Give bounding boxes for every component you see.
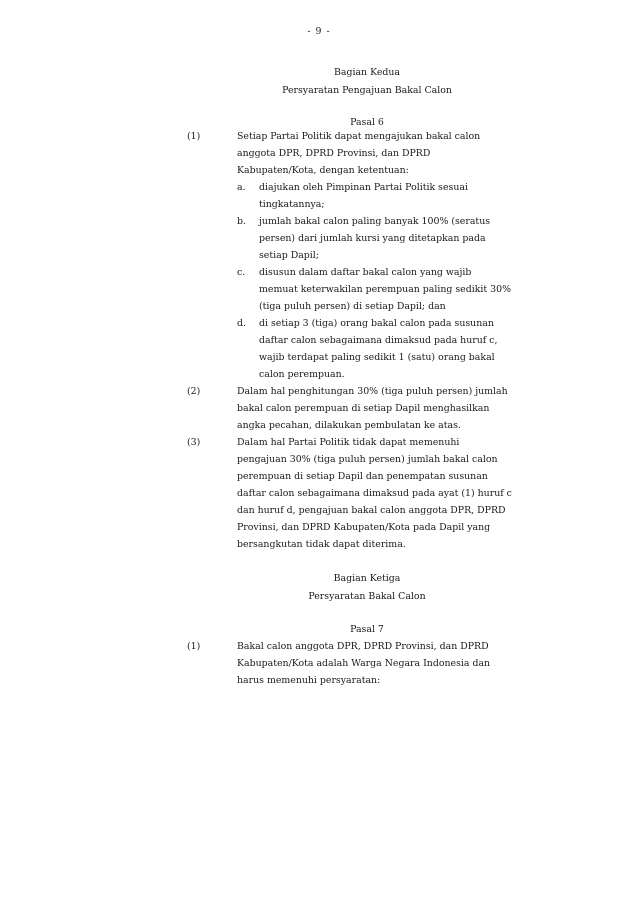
paragraph-line: angka pecahan, dilakukan pembulatan ke atas. (237, 420, 461, 431)
page-number: - 9 - (307, 26, 331, 37)
section-subtitle: Persyaratan Pengajuan Bakal Calon (282, 85, 452, 96)
paragraph-line: Setiap Partai Politik dapat mengajukan bakal calon (237, 131, 481, 142)
item-line: disusun dalam daftar bakal calon yang wajib (259, 267, 472, 278)
article-heading: Pasal 6 (350, 117, 384, 128)
item-line: jumlah bakal calon paling banyak 100% (seratus (259, 216, 491, 227)
paragraph-line: Kabupaten/Kota, dengan ketentuan: (237, 165, 409, 176)
item-line: diajukan oleh Pimpinan Partai Politik sesuai (259, 182, 468, 193)
paragraph-line: perempuan di setiap Dapil dan penempatan susunan (237, 471, 488, 482)
article-heading: Pasal 7 (350, 624, 384, 635)
paragraph-marker: (1) (187, 641, 201, 652)
item-line: wajib terdapat paling sedikit 1 (satu) orang bakal (259, 352, 495, 363)
item-line: memuat keterwakilan perempuan paling sedikit 30% (259, 284, 511, 295)
paragraph-line: Dalam hal penghitungan 30% (tiga puluh persen) jumlah (237, 386, 508, 397)
paragraph-line: harus memenuhi persyaratan: (237, 675, 381, 686)
paragraph-marker: (1) (187, 131, 201, 142)
paragraph-line: daftar calon sebagaimana dimaksud pada ayat (1) huruf c (237, 488, 512, 499)
item-line: daftar calon sebagaimana dimaksud pada huruf c, (259, 335, 498, 346)
item-line: setiap Dapil; (259, 250, 319, 261)
item-marker: a. (237, 182, 246, 193)
paragraph-line: Provinsi, dan DPRD Kabupaten/Kota pada Dapil yang (237, 522, 491, 533)
paragraph-line: anggota DPR, DPRD Provinsi, dan DPRD (237, 148, 431, 159)
paragraph-marker: (2) (187, 386, 201, 397)
paragraph-line: pengajuan 30% (tiga puluh persen) jumlah bakal calon (237, 454, 498, 465)
paragraph-line: bersangkutan tidak dapat diterima. (237, 539, 406, 550)
item-marker: d. (237, 318, 246, 329)
item-line: di setiap 3 (tiga) orang bakal calon pada susunan (259, 318, 494, 329)
item-marker: c. (237, 267, 246, 278)
section-subtitle: Persyaratan Bakal Calon (308, 591, 426, 602)
paragraph-line: Kabupaten/Kota adalah Warga Negara Indonesia dan (237, 658, 491, 669)
paragraph-line: bakal calon perempuan di setiap Dapil menghasilkan (237, 403, 490, 414)
paragraph-line: Dalam hal Partai Politik tidak dapat memenuhi (237, 437, 460, 448)
item-line: persen) dari jumlah kursi yang ditetapkan pada (259, 233, 486, 244)
item-line: calon perempuan. (259, 369, 345, 380)
item-marker: b. (237, 216, 246, 227)
item-line: tingkatannya; (259, 199, 325, 210)
paragraph-marker: (3) (187, 437, 201, 448)
paragraph-line: dan huruf d, pengajuan bakal calon anggota DPR, DPRD (237, 505, 506, 516)
section-title: Bagian Kedua (333, 67, 400, 78)
section-title: Bagian Ketiga (333, 573, 401, 584)
item-line: (tiga puluh persen) di setiap Dapil; dan (259, 301, 446, 312)
paragraph-line: Bakal calon anggota DPR, DPRD Provinsi, dan DPRD (237, 641, 489, 652)
